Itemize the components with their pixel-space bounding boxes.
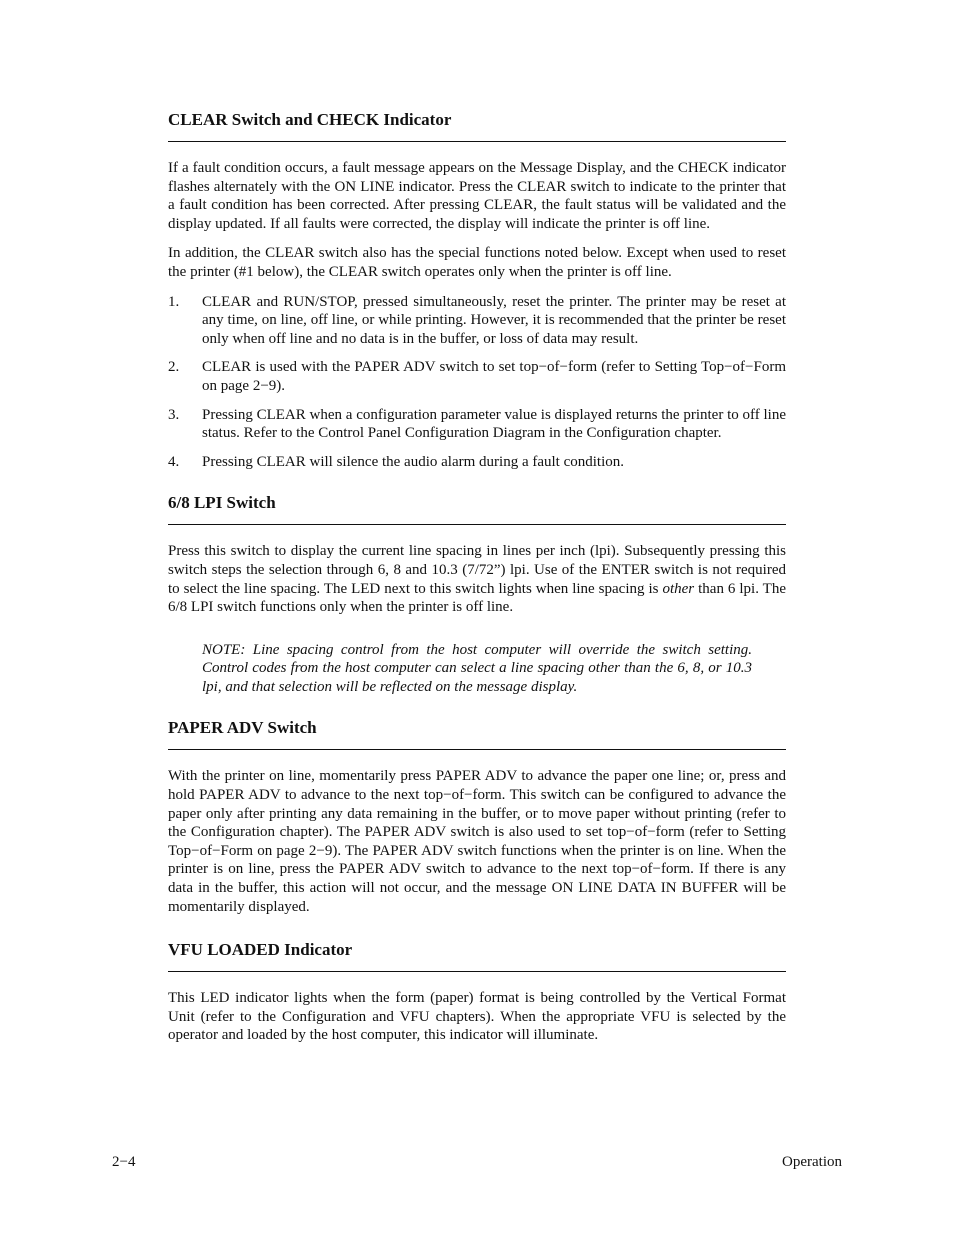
- section-body-paper-adv: [168, 767, 786, 916]
- list-item-number: 2.: [168, 359, 180, 376]
- paragraph: [168, 542, 786, 616]
- emphasis-text: other: [662, 580, 695, 597]
- section-heading-paper-adv: PAPER ADV Switch: [168, 716, 786, 750]
- section-body-lpi: [168, 542, 786, 696]
- list-item-text: Pressing CLEAR when a configuration parameter value is displayed returns the printer to off line status. Refer to the Control Panel Configuration Diagram in the Configuration chapter.: [202, 406, 786, 442]
- section-heading-lpi: 6/8 LPI Switch: [168, 491, 786, 525]
- list-item-text: CLEAR and RUN/STOP, pressed simultaneously, reset the printer. The printer may be reset at any time, on line, off line, or while printing. However, it is recommended that the printer be reset only when off line and no data is in the buffer, or loss of data may result.: [202, 293, 786, 347]
- list-item-text: Pressing CLEAR will silence the audio alarm during a fault condition.: [202, 453, 624, 470]
- paragraph: In addition, the CLEAR switch also has the special functions noted below. Except when used to reset the printer (#1 below), the CLEAR switch operates only when the printer is off line.: [168, 245, 786, 280]
- paragraph-text: Press this switch to display the current line spacing in lines per inch (lpi). Subsequently pressing this switch steps the selection through 6, 8 and 10.3 (7/72”) lpi. Use of the ENTER switch is not required to select the line spacing. The LED next to this switch lights when line spacing is: [168, 543, 786, 597]
- section-body-clear: [168, 159, 786, 471]
- clear-functions-list: [168, 293, 786, 472]
- list-item: [168, 293, 786, 349]
- list-item: [168, 358, 786, 395]
- list-item-number: 3.: [168, 406, 180, 423]
- list-item: [168, 406, 786, 443]
- page-number: 2−4: [112, 1154, 136, 1170]
- note: NOTE: Line spacing control from the host computer will override the switch setting. Control codes from the host computer can select a line spacing other than the 6, 8, or 10.3 lpi, and that selection will be reflected on the message display.: [202, 641, 752, 695]
- paragraph: If a fault condition occurs, a fault message appears on the Message Display, and the CHECK indicator flashes alternately with the ON LINE indicator. Press the CLEAR switch to indicate to the printer that a fault condition has been corrected. After pressing CLEAR, the fault status will be validated and the display updated. If all faults were corrected, the display will indicate the printer is off line.: [168, 160, 786, 232]
- section-heading-vfu: VFU LOADED Indicator: [168, 938, 786, 972]
- list-item-text: CLEAR is used with the PAPER ADV switch to set top−of−form (refer to Setting Top−of−Form on page 2−9).: [202, 359, 786, 394]
- paragraph: This LED indicator lights when the form (paper) format is being controlled by the Vertical Format Unit (refer to the Configuration and VFU chapters). When the appropriate VFU is selected by the operator and loaded by the host computer, this indicator will illuminate.: [168, 990, 786, 1044]
- section-body-vfu: [168, 989, 786, 1045]
- list-item-number: 4.: [168, 453, 180, 470]
- paragraph-text: than 6 lpi. The 6/8 LPI switch functions only when the printer is off line.: [168, 580, 786, 616]
- section-heading-clear: CLEAR Switch and CHECK Indicator: [168, 108, 786, 142]
- paragraph: With the printer on line, momentarily press PAPER ADV to advance the paper one line; or, press and hold PAPER ADV to advance to the next top−of−form. This switch can be configured to advance the paper only after printing any data remaining in the buffer, or to move paper without printing (refer to the Configuration chapter). The PAPER ADV switch is also used to set top−of−form (refer to Setting Top−of−Form on page 2−9). The PAPER ADV switch functions when the printer is on line. When the printer is on line, press the PAPER ADV switch to advance to the next top−of−form. If there is any data in the buffer, this action will not occur, and the message ON LINE DATA IN BUFFER will be momentarily displayed.: [168, 768, 786, 915]
- chapter-name: Operation: [782, 1154, 842, 1170]
- page-content: [168, 108, 786, 1045]
- list-item: [168, 453, 786, 472]
- list-item-number: 1.: [168, 293, 180, 310]
